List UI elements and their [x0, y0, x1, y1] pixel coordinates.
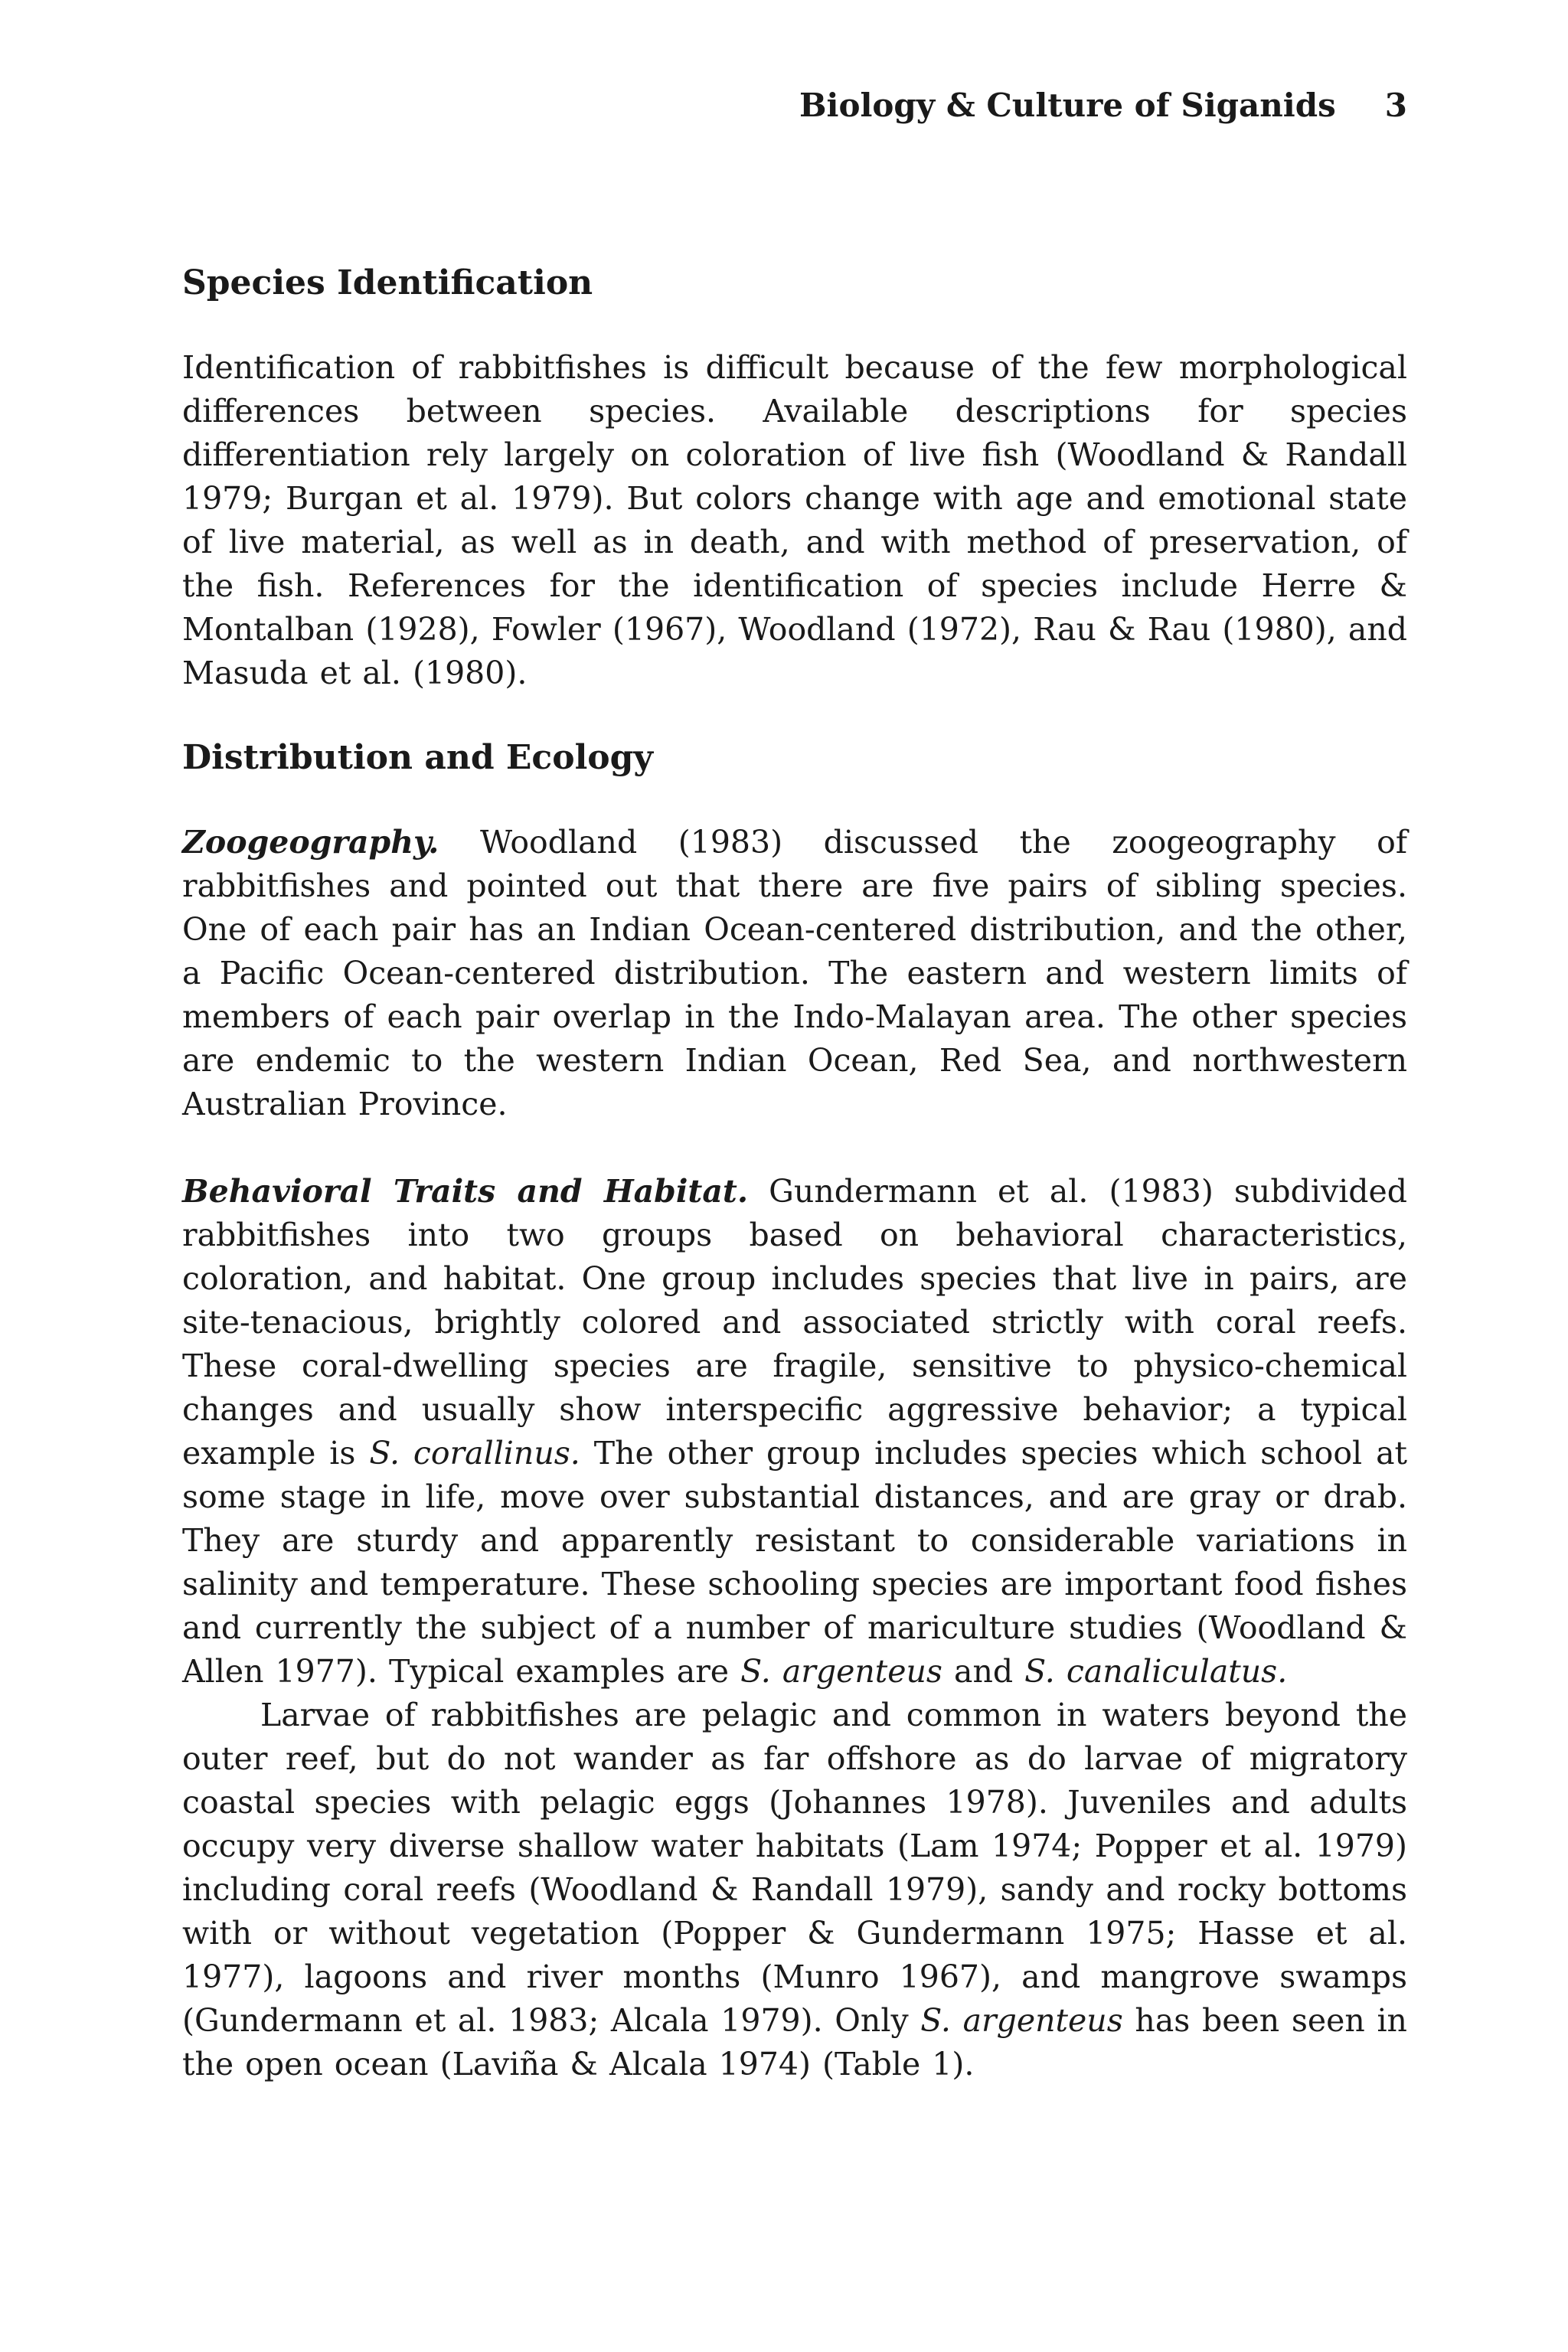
- section-species-identification: [182, 260, 1407, 695]
- behavioral-text-b: The other group includes species which school at some stage in life, move over substantial distances, and are gray or drab. They are sturdy and apparently resistant to considerable variations in salinity and temperature. These schooling species are important food fishes and currently the subject of a number of mariculture studies (Woodland & Allen 1977). Typical examples are: [182, 1435, 1407, 1690]
- paragraph-identification: Identification of rabbitfishes is difficult because of the few morphological differences between species. Available descriptions for species differentiation rely largely on coloration of live fish (Woodland & Randall 1979; Burgan et al. 1979). But colors change with age and emotional state of live material, as well as in death, and with method of preservation, of the fish. References for the identification of species include Herre & Montalban (1928), Fowler (1967), Woodland (1972), Rau & Rau (1980), and Masuda et al. (1980).: [182, 349, 1407, 691]
- larvae-text-a: Larvae of rabbitfishes are pelagic and common in waters beyond the outer reef, but do not wander as far offshore as do larvae of migratory coastal species with pelagic eggs (Johannes 1978). Juveniles and adults occupy very diverse shallow water habitats (Lam 1974; Popper et al. 1979) including coral reefs (Woodland & Randall 1979), sandy and rocky bottoms with or without vegetation (Popper & Gundermann 1975; Hasse et al. 1977), lagoons and river months (Munro 1967), and mangrove swamps (Gundermann et al. 1983; Alcala 1979). Only: [182, 1697, 1407, 2039]
- species-name: S. argenteus: [920, 2002, 1123, 2039]
- section-distribution-ecology: [182, 735, 1407, 2086]
- run-in-heading-zoogeography: Zoogeography.: [182, 824, 439, 861]
- species-name: S. canaliculatus.: [1024, 1653, 1288, 1690]
- running-header: [799, 84, 1407, 127]
- section-heading-species-identification: Species Identification: [182, 263, 593, 302]
- paragraph-zoogeography: [182, 821, 1407, 1126]
- page-number: 3: [1384, 87, 1407, 124]
- paragraph-larvae: [182, 1694, 1407, 2086]
- larvae-text-b: has been seen in the open ocean (Laviña & Alcala 1974) (Table 1).: [182, 2002, 1407, 2082]
- book-page: [182, 0, 1407, 2352]
- run-in-heading-behavioral: Behavioral Traits and Habitat.: [182, 1173, 749, 1210]
- paragraph-behavioral-traits: [182, 1170, 1407, 1694]
- species-name: S. corallinus.: [369, 1435, 580, 1472]
- zoogeography-text: Woodland (1983) discussed the zoogeography of rabbitfishes and pointed out that there are five pairs of sibling species. One of each pair has an Indian Ocean-centered distribution, and the other, a Pacific Ocean-centered distribution. The eastern and western limits of members of each pair overlap in the Indo-Malayan area. The other species are endemic to the western Indian Ocean, Red Sea, and northwestern Australian Province.: [182, 824, 1407, 1122]
- running-title: Biology & Culture of Siganids: [799, 87, 1336, 124]
- section-heading-distribution-ecology: Distribution and Ecology: [182, 738, 653, 777]
- species-name: S. argenteus: [740, 1653, 942, 1690]
- behavioral-text-c: and: [954, 1653, 1014, 1690]
- behavioral-text-a: Gundermann et al. (1983) subdivided rabbitfishes into two groups based on behavioral characteristics, coloration, and habitat. One group includes species that live in pairs, are site-tenacious, brightly colored and associated strictly with coral reefs. These coral-dwelling species are fragile, sensitive to physico-chemical changes and usually show interspecific aggressive behavior; a typical example is: [182, 1173, 1407, 1472]
